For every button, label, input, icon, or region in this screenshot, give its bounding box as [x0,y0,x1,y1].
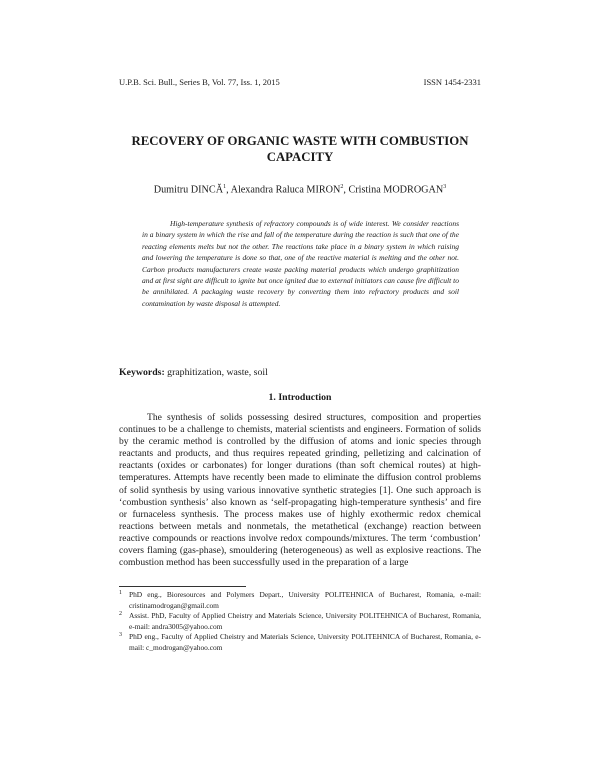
abstract-text: High-temperature synthesis of refractory compounds is of wide interest. We consider reactions in a binary system in which the rise and fall of the temperature during the reaction is such that one of the reacting elements melts but not the other. The reactions take place in a binary system in which raising and lowering the temperature is done so that, one of the reactive material is melting and the other not. Carbon products manufacturers create waste packing material products which undergo graphitization and at first sight are difficult to ignite but once ignited due to external initiators can cause fire difficult to be annihilated. A packaging waste recovery by converting them into refractory products and soil contamination by waste disposal is attempted. [142,219,459,308]
intro-paragraph: The synthesis of solids possessing desired structures, composition and properties continues to be a challenge to chemists, material scientists and engineers. Formation of solids by the ceramic method is controlled by the diffusion of atoms and ionic species through reactants and products, and thus requires repeated grinding, pelletizing and calcination of reactants (oxides or carbonates) for longer durations (than soft chemical routes) at high-temperatures. Attempts have recently been made to eliminate the diffusion control problems of solid synthesis by using various innovative synthetic strategies [1]. One such approach is ‘combustion synthesis’ also known as ‘self-propagating high-temperature synthesis’ and fire or furnaceless synthesis. The process makes use of highly exothermic redox chemical reactions between metals and nonmetals, the metathetical (exchange) reaction between reactive compounds or reactions involve redox compounds/mixtures. The term ‘combustion’ covers flaming (gas-phase), smouldering (heterogeneous) as well as explosive reactions. The combustion method has been successfully used in the preparation of a large [119,412,481,569]
title-line-1: RECOVERY OF ORGANIC WASTE WITH COMBUSTION [131,134,469,148]
footnote [119,632,481,653]
running-header [119,77,481,91]
issn: ISSN 1454-2331 [423,77,481,87]
footnote-text: Assist. PhD, Faculty of Applied Cheistry and Materials Science, University POLITEHNICA of Bucharest, Romania, e-mail: andra3005@yahoo.com [129,611,481,631]
author-3-affiliation: 3 [443,184,447,190]
section-heading: 1. Introduction [268,392,332,403]
paper-title [100,133,500,165]
author-2-affiliation: 2 [340,184,344,190]
author-list [100,184,500,195]
author-2: Alexandra Raluca MIRON [230,184,341,196]
author-1-affiliation: 1 [223,184,227,190]
footnote-divider [119,586,246,587]
footnote-mark: 2 [119,611,122,618]
author-3: Cristina MODROGAN [348,184,444,196]
footnote-text: PhD eng., Faculty of Applied Cheistry and Materials Science, University POLITEHNICA of Bucharest, Romania, e-mail: c_modrogan@yahoo.com [129,632,481,652]
footnotes [119,590,481,654]
author-1: Dumitru DINCĂ [153,184,224,196]
footnote-text: PhD eng., Bioresources and Polymers Depart., University POLITEHNICA of Bucharest, Romania, e-mail: cristinamodrogan@gmail.com [129,590,481,610]
author-separator: , [226,184,231,196]
journal-citation: U.P.B. Sci. Bull., Series B, Vol. 77, Iss. 1, 2015 [119,77,280,87]
body-text [119,412,481,569]
keywords [119,367,481,378]
title-line-2: CAPACITY [266,150,334,164]
keywords-label: Keywords: [119,367,165,378]
footnote [119,590,481,611]
author-separator: , [343,184,349,196]
footnote-mark: 3 [119,632,122,639]
keywords-text: graphitization, waste, soil [164,367,268,378]
footnote [119,611,481,632]
footnote-mark: 1 [119,590,122,596]
abstract [142,218,459,309]
